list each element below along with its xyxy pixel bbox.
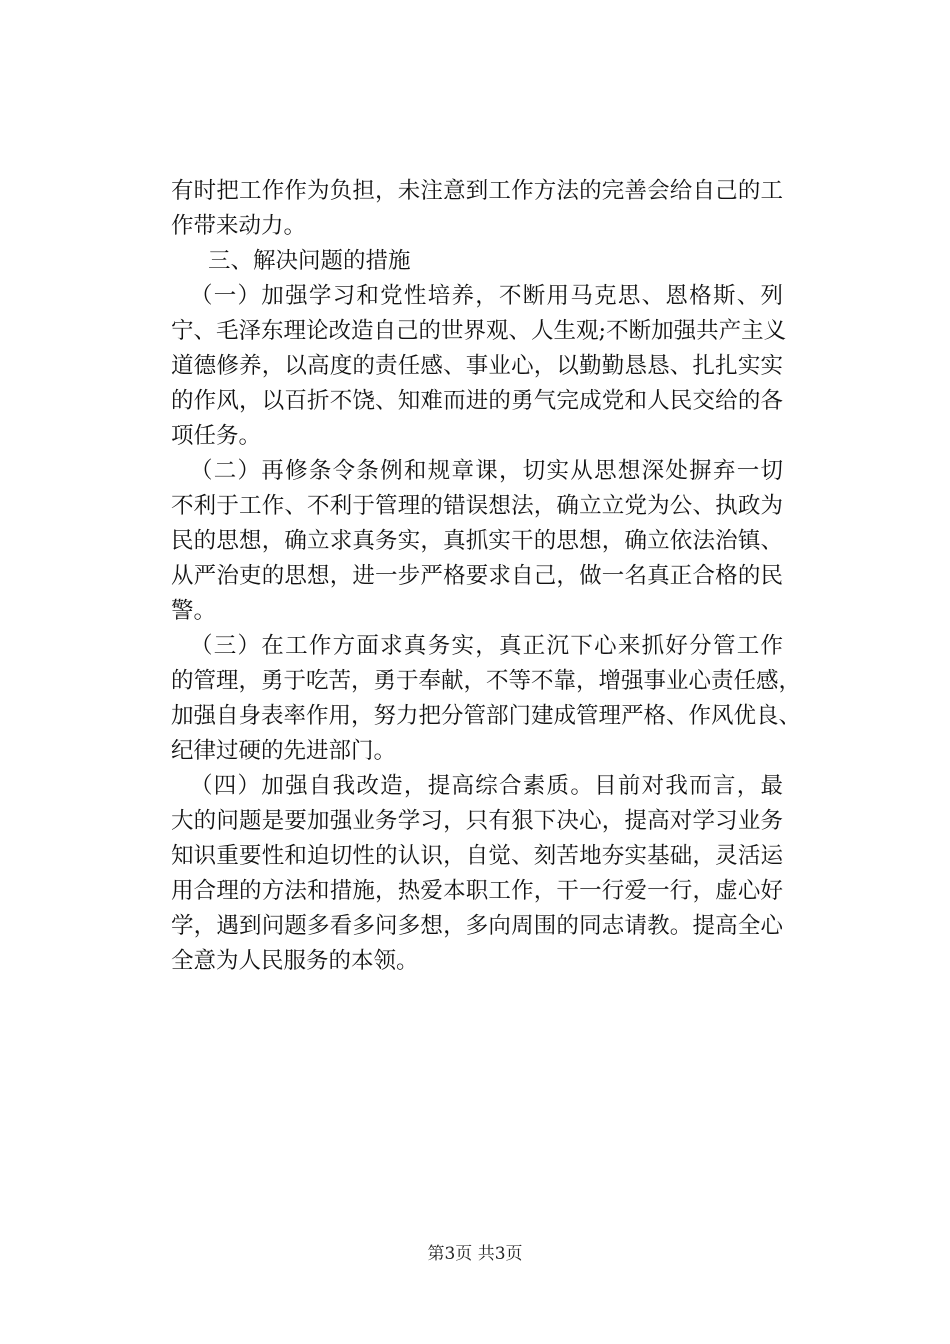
text-line: 不利于工作、不利于管理的错误想法，确立立党为公、执政为 <box>171 493 783 519</box>
text-line: 加强自身表率作用，努力把分管部门建成管理严格、作风优良、 <box>171 703 802 729</box>
document-body <box>171 174 802 979</box>
text-line: 知识重要性和迫切性的认识，自觉、刻苦地夯实基础，灵活运 <box>171 843 783 869</box>
text-line: 项任务。 <box>171 423 262 449</box>
text-line: 的作风，以百折不饶、知难而进的勇气完成党和人民交给的各 <box>171 388 783 414</box>
text-line: 宁、毛泽东理论改造自己的世界观、人生观;不断加强共产主义 <box>171 318 787 344</box>
text-line: 全意为人民服务的本领。 <box>171 948 419 974</box>
text-line: （一）加强学习和党性培养，不断用马克思、恩格斯、列 <box>190 283 783 309</box>
text-line: （三）在工作方面求真务实，真正沉下心来抓好分管工作 <box>190 633 783 659</box>
page-footer: 第3页 共3页 <box>427 1244 523 1264</box>
text-line: 用合理的方法和措施，热爱本职工作，干一行爱一行，虚心好 <box>171 878 783 904</box>
text-line: 警。 <box>171 598 217 624</box>
text-line: 作带来动力。 <box>171 213 307 239</box>
text-line: 纪律过硬的先进部门。 <box>171 738 397 764</box>
text-line: 道德修养，以高度的责任感、事业心，以勤勤恳恳、扎扎实实 <box>171 353 783 379</box>
text-line: （四）加强自我改造，提高综合素质。目前对我而言，最 <box>190 773 783 799</box>
text-line: 大的问题是要加强业务学习，只有狠下决心，提高对学习业务 <box>171 808 783 834</box>
text-line: 的管理，勇于吃苦，勇于奉献，不等不靠，增强事业心责任感， <box>171 668 802 694</box>
text-line: 学，遇到问题多看多问多想，多向周围的同志请教。提高全心 <box>171 913 783 939</box>
text-line: 民的思想，确立求真务实，真抓实干的思想，确立依法治镇、 <box>171 528 783 554</box>
text-line: （二）再修条令条例和规章课，切实从思想深处摒弃一切 <box>190 458 783 484</box>
section-heading: 三、解决问题的措施 <box>208 248 411 274</box>
text-line: 从严治吏的思想，进一步严格要求自己，做一名真正合格的民 <box>171 563 783 589</box>
text-line: 有时把工作作为负担，未注意到工作方法的完善会给自己的工 <box>171 178 783 204</box>
